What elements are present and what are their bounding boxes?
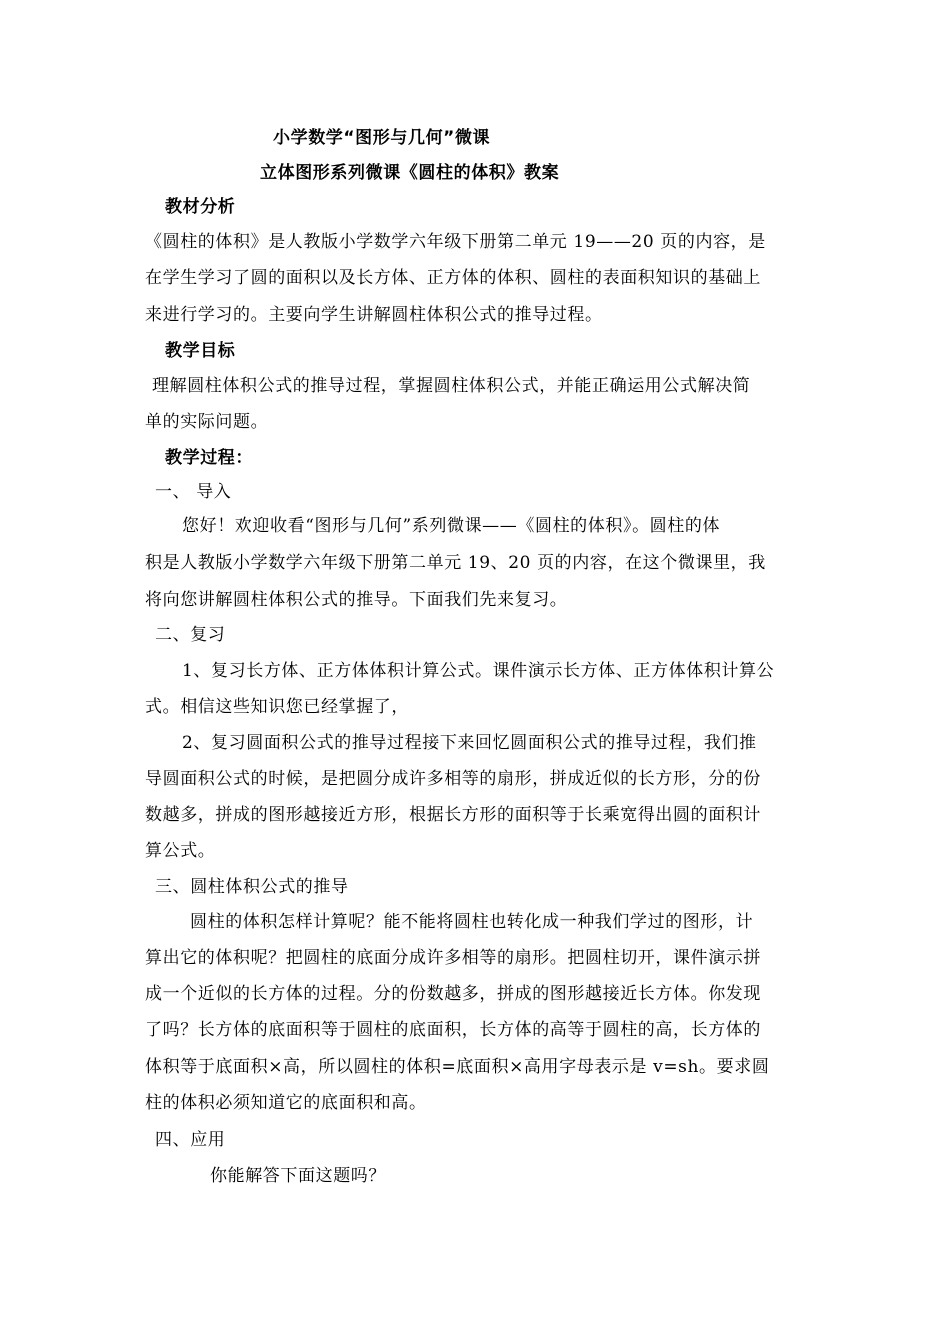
review-line: 数越多，拼成的图形越接近方形，根据长方形的面积等于长乘宽得出圆的面积计 [145, 805, 761, 825]
analysis-line: 《圆柱的体积》是人教版小学数学六年级下册第二单元 19——20 页的内容，是 [145, 232, 766, 252]
review-line: 算公式。 [145, 841, 216, 861]
review-line: 导圆面积公式的时候，是把圆分成许多相等的扇形，拼成近似的长方形，分的份 [145, 769, 761, 789]
derivation-line: 算出它的体积呢？把圆柱的底面分成许多相等的扇形。把圆柱切开，课件演示拼 [145, 948, 761, 968]
review-line: 式。相信这些知识您已经掌握了， [145, 697, 409, 717]
heading-derivation: 三、圆柱体积公式的推导 [155, 877, 349, 897]
analysis-line: 来进行学习的。主要向学生讲解圆柱体积公式的推导过程。 [145, 305, 603, 325]
heading-goals: 教学目标 [165, 341, 236, 361]
heading-process: 教学过程： [165, 448, 253, 468]
derivation-line: 圆柱的体积怎样计算呢？能不能将圆柱也转化成一种我们学过的图形，计 [190, 912, 754, 932]
derivation-line: 了吗？长方体的底面积等于圆柱的底面积，长方体的高等于圆柱的高，长方体的 [145, 1020, 761, 1040]
goals-line: 单的实际问题。 [145, 412, 269, 432]
heading-application: 四、应用 [155, 1130, 226, 1150]
goals-line: 理解圆柱体积公式的推导过程，掌握圆柱体积公式，并能正确运用公式解决简 [152, 376, 751, 396]
intro-line: 积是人教版小学数学六年级下册第二单元 19、20 页的内容，在这个微课里，我 [145, 553, 766, 573]
heading-analysis: 教材分析 [165, 197, 236, 217]
review-line: 2、复习圆面积公式的推导过程接下来回忆圆面积公式的推导过程，我们推 [182, 733, 757, 753]
derivation-line: 成一个近似的长方体的过程。分的份数越多，拼成的图形越接近长方体。你发现 [145, 984, 761, 1004]
derivation-line: 柱的体积必须知道它的底面积和高。 [145, 1093, 427, 1113]
derivation-line: 体积等于底面积×高，所以圆柱的体积=底面积×高用字母表示是 v=sh。要求圆 [145, 1057, 770, 1077]
intro-line: 将向您讲解圆柱体积公式的推导。下面我们先来复习。 [145, 590, 568, 610]
analysis-line: 在学生学习了圆的面积以及长方体、正方体的体积、圆柱的表面积知识的基础上 [145, 268, 761, 288]
application-line: 你能解答下面这题吗？ [210, 1166, 386, 1186]
review-line: 1、复习长方体、正方体体积计算公式。课件演示长方体、正方体体积计算公 [182, 661, 775, 681]
intro-line: 您好！欢迎收看“图形与几何”系列微课——《圆柱的体积》。圆柱的体 [182, 516, 721, 536]
document-title: 小学数学“图形与几何”微课 [273, 128, 491, 148]
document-subtitle: 立体图形系列微课《圆柱的体积》教案 [260, 163, 560, 183]
heading-intro: 一、 导入 [155, 482, 232, 502]
heading-review: 二、复习 [155, 625, 226, 645]
